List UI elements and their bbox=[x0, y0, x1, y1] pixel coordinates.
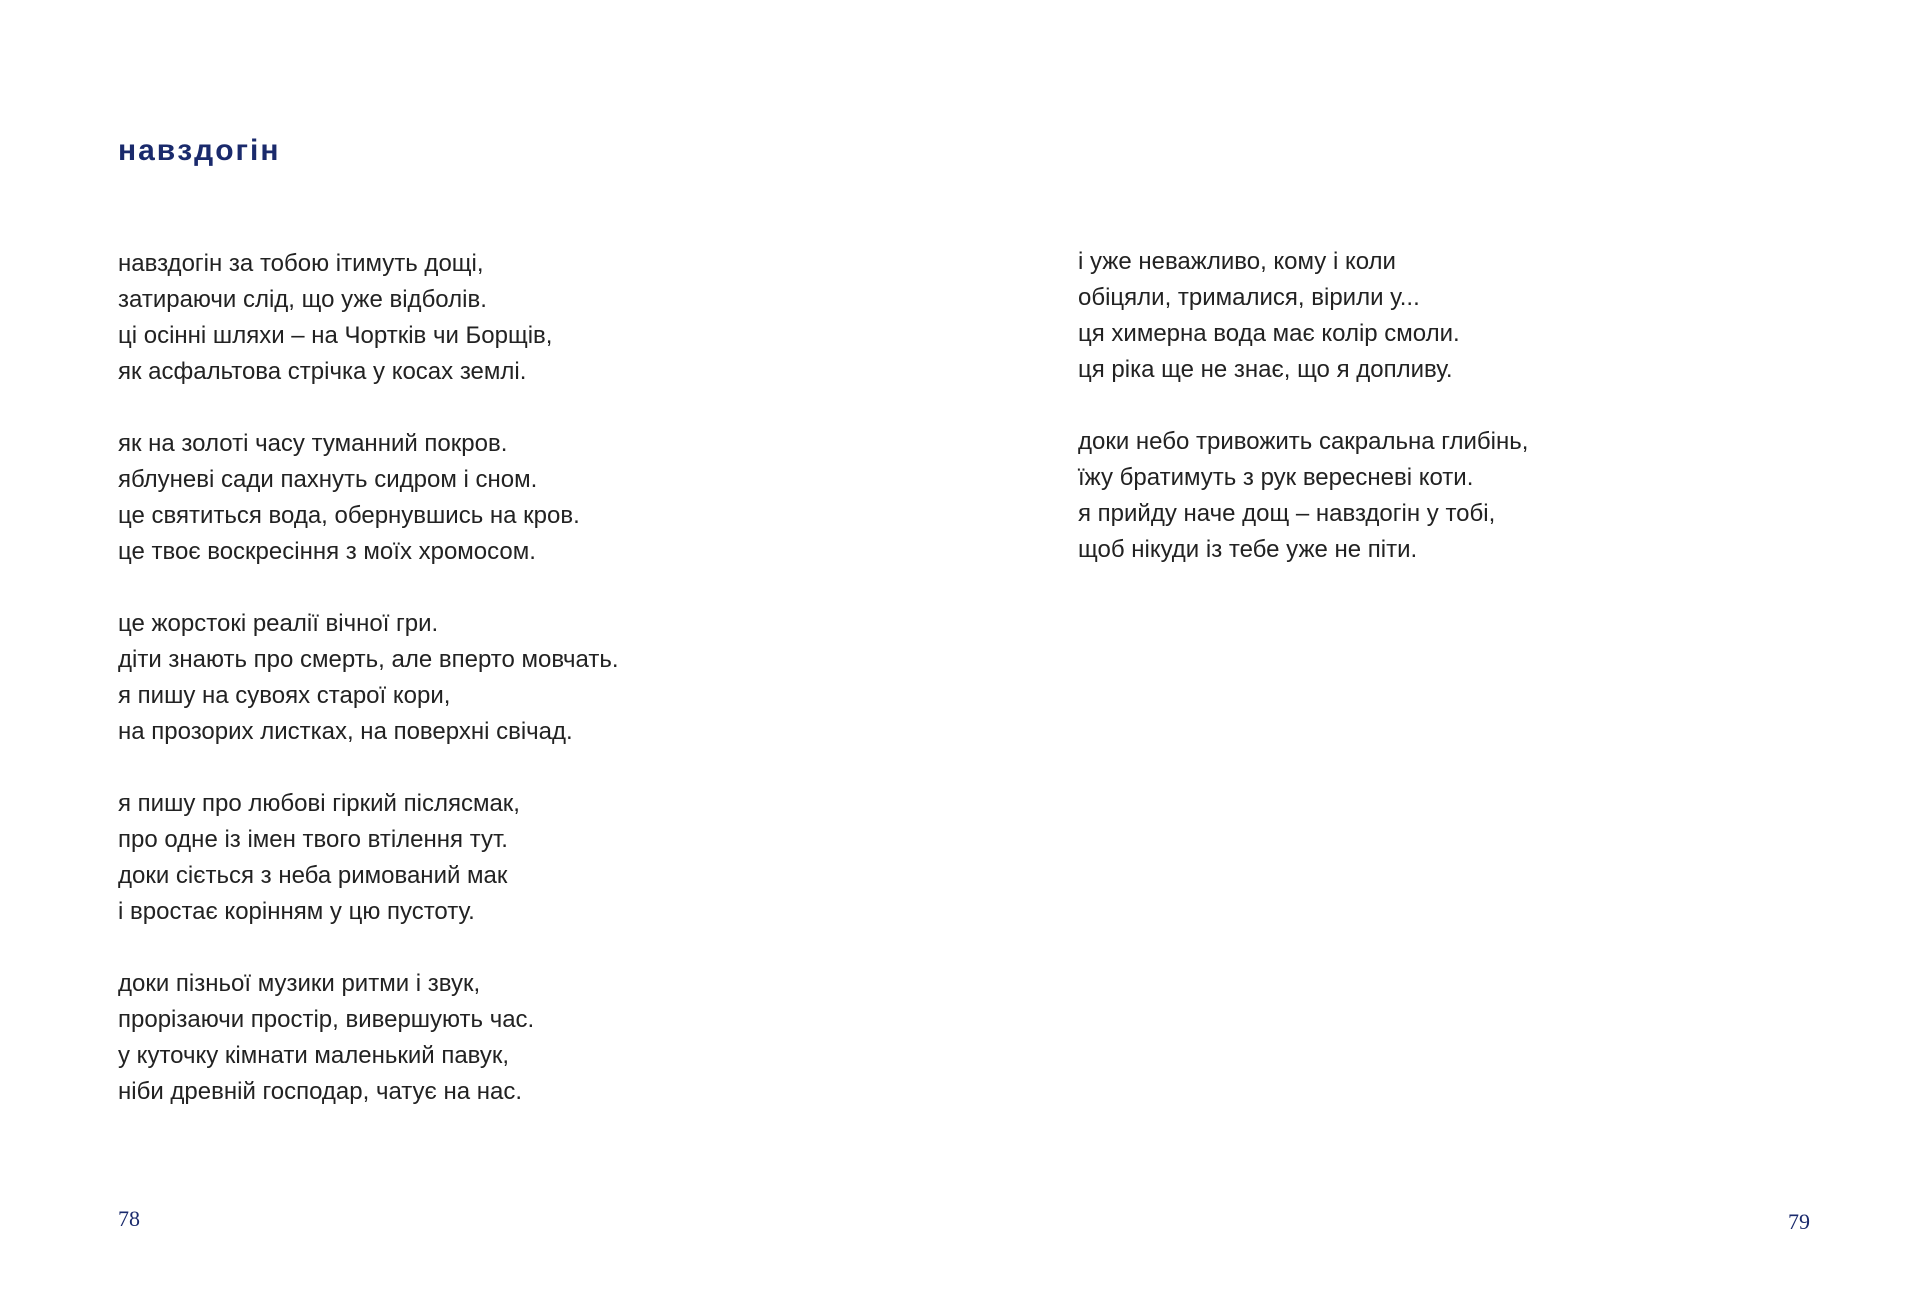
poem-line: і вростає корінням у цю пустоту. bbox=[118, 898, 475, 925]
poem-line: це твоє воскресіння з моїх хромосом. bbox=[118, 538, 536, 565]
poem-line: прорізаючи простір, вивершують час. bbox=[118, 1006, 535, 1033]
poem-line: щоб нікуди із тебе уже не піти. bbox=[1078, 536, 1418, 563]
stanza bbox=[118, 426, 619, 570]
stanza bbox=[118, 966, 619, 1110]
poem-line: навздогін за тобою ітимуть дощі, bbox=[118, 250, 484, 277]
poem-line: і уже неважливо, кому і коли bbox=[1078, 248, 1396, 275]
stanza bbox=[1078, 244, 1528, 388]
poem-line: я прийду наче дощ – навздогін у тобі, bbox=[1078, 500, 1496, 527]
poem-line: про одне із імен твого втілення тут. bbox=[118, 826, 508, 853]
stanza bbox=[118, 606, 619, 750]
poem-line: діти знають про смерть, але вперто мовчать. bbox=[118, 646, 619, 673]
poem-line: їжу братимуть з рук вересневі коти. bbox=[1078, 464, 1474, 491]
poem-line: у куточку кімнати маленький павук, bbox=[118, 1042, 510, 1069]
page-number-right: 79 bbox=[1788, 1209, 1810, 1234]
poem-line: як асфальтова стрічка у косах землі. bbox=[118, 358, 527, 385]
poem-title: навздогін bbox=[118, 134, 281, 167]
poem-line: це святиться вода, обернувшись на кров. bbox=[118, 502, 580, 529]
poem-line: як на золоті часу туманний покров. bbox=[118, 430, 508, 457]
right-page bbox=[960, 0, 1920, 1304]
left-stanzas bbox=[118, 246, 619, 1146]
poem-line: ця ріка ще не знає, що я допливу. bbox=[1078, 356, 1453, 383]
poem-line: доки пізньої музики ритми і звук, bbox=[118, 970, 481, 997]
poem-line: я пишу про любові гіркий післясмак, bbox=[118, 790, 520, 817]
poem-line: затираючи слід, що уже відболів. bbox=[118, 286, 487, 313]
stanza bbox=[118, 246, 619, 390]
poem-line: ці осінні шляхи – на Чортків чи Борщів, bbox=[118, 322, 553, 349]
page-number-left: 78 bbox=[118, 1206, 140, 1231]
poem-line: я пишу на сувоях старої кори, bbox=[118, 682, 451, 709]
poem-line: доки сіється з неба римований мак bbox=[118, 862, 508, 889]
poem-line: ця химерна вода має колір смоли. bbox=[1078, 320, 1460, 347]
poem-line: обіцяли, трималися, вірили у... bbox=[1078, 284, 1420, 311]
poem-line: на прозорих листках, на поверхні свічад. bbox=[118, 718, 573, 745]
poem-line: ніби древній господар, чатує на нас. bbox=[118, 1078, 522, 1105]
poem-line: доки небо тривожить сакральна глибінь, bbox=[1078, 428, 1529, 455]
right-stanzas bbox=[1078, 244, 1528, 604]
stanza bbox=[1078, 424, 1528, 568]
poem-line: це жорстокі реалії вічної гри. bbox=[118, 610, 439, 637]
poem-line: яблуневі сади пахнуть сидром і сном. bbox=[118, 466, 538, 493]
stanza bbox=[118, 786, 619, 930]
